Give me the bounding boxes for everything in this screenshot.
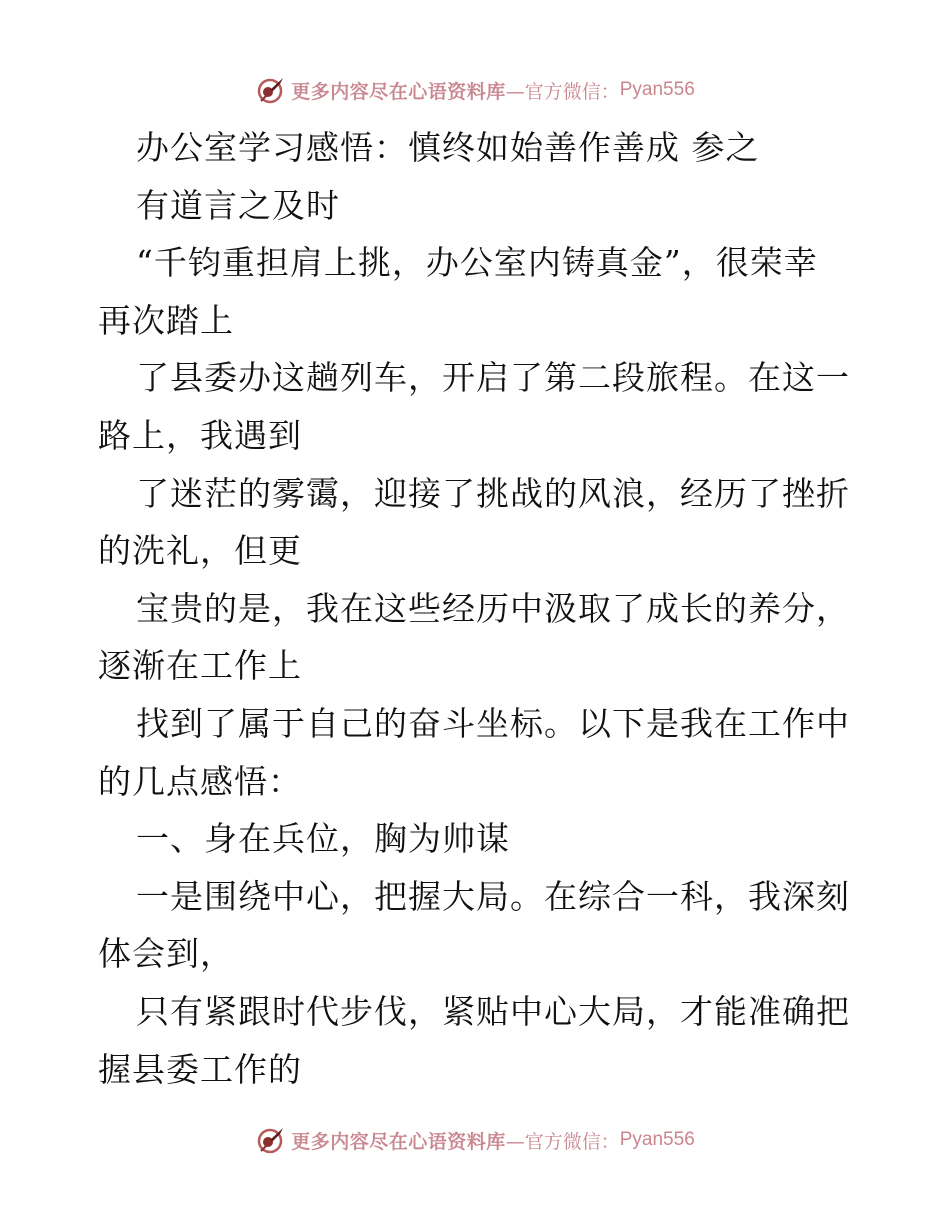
paragraph-line: “千钧重担肩上挑，办公室内铸真金”，很荣幸	[136, 243, 818, 283]
banner-separator: —官方微信：	[505, 1130, 620, 1153]
paragraph-line: 路上，我遇到	[98, 415, 302, 455]
paragraph-line: 了迷茫的雾霭，迎接了挑战的风浪，经历了挫折	[136, 473, 850, 513]
paragraph-line: 体会到，	[98, 934, 234, 974]
header-banner	[0, 70, 950, 110]
paragraph-line: 宝贵的是，我在这些经历中汲取了成长的养分，	[136, 588, 850, 628]
paragraph-line: 了县委办这趟列车，开启了第二段旅程。在这一	[136, 358, 850, 398]
banner-title: 更多内容尽在心语资料库	[291, 1130, 506, 1153]
banner-separator: —官方微信：	[505, 80, 620, 103]
paragraph-line: 逐渐在工作上	[98, 646, 302, 686]
paragraph-line: 找到了属于自己的奋斗坐标。以下是我在工作中	[136, 703, 850, 743]
paragraph-line: 的洗礼，但更	[98, 531, 302, 571]
footer-banner	[0, 1120, 950, 1160]
paragraph-line: 握县委工作的	[98, 1049, 302, 1089]
quill-seal-icon	[255, 75, 285, 105]
paragraph-line: 只有紧跟时代步伐，紧贴中心大局，才能准确把	[136, 991, 850, 1031]
banner-wechat-id: Pyan556	[619, 79, 695, 100]
banner-title: 更多内容尽在心语资料库	[291, 80, 506, 103]
quill-seal-icon	[255, 1125, 285, 1155]
document-body	[98, 119, 858, 1098]
paragraph-line: 办公室学习感悟：慎终如始善作善成 参之	[136, 128, 760, 167]
paragraph-line: 有道言之及时	[136, 185, 340, 225]
paragraph-line: 一、身在兵位，胸为帅谋	[136, 819, 510, 859]
banner-wechat-id: Pyan556	[619, 1129, 695, 1150]
paragraph-line: 再次踏上	[98, 300, 234, 340]
paragraph-line: 一是围绕中心，把握大局。在综合一科，我深刻	[136, 876, 850, 916]
paragraph-line: 的几点感悟：	[98, 761, 302, 801]
